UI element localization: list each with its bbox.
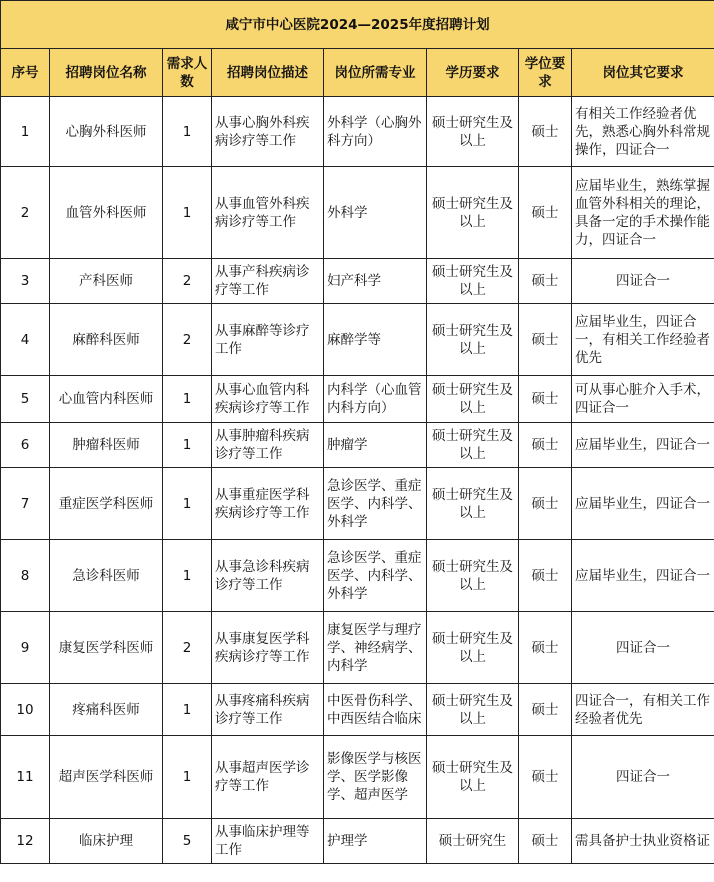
cell-degree: 硕士 [519,612,572,684]
cell-education: 硕士研究生及以上 [427,540,519,612]
cell-degree: 硕士 [519,97,572,167]
cell-other: 应届毕业生，四证合一 [572,468,714,540]
cell-other: 应届毕业生，四证合一，有相关工作经验者优先 [572,304,714,376]
cell-degree: 硕士 [519,736,572,819]
cell-education: 硕士研究生及以上 [427,97,519,167]
cell-count: 1 [163,684,212,736]
cell-other: 应届毕业生，四证合一 [572,423,714,468]
header-other: 岗位其它要求 [572,49,714,97]
header-count: 需求人数 [163,49,212,97]
cell-other: 应届毕业生，四证合一 [572,540,714,612]
cell-degree: 硕士 [519,819,572,864]
cell-index: 9 [1,612,50,684]
cell-position-name: 疼痛科医师 [50,684,163,736]
table-body [1,97,714,864]
table-row [1,736,714,819]
table-title: 咸宁市中心医院2024—2025年度招聘计划 [1,1,714,49]
table-row [1,684,714,736]
cell-position-name: 肿瘤科医师 [50,423,163,468]
cell-major: 外科学 [324,167,427,259]
cell-other: 四证合一，有相关工作经验者优先 [572,684,714,736]
cell-position-name: 超声医学科医师 [50,736,163,819]
cell-education: 硕士研究生及以上 [427,259,519,304]
cell-major: 内科学（心血管内科方向） [324,376,427,423]
cell-description: 从事心血管内科疾病诊疗等工作 [212,376,324,423]
cell-index: 1 [1,97,50,167]
cell-description: 从事疼痛科疾病诊疗等工作 [212,684,324,736]
cell-index: 7 [1,468,50,540]
cell-position-name: 产科医师 [50,259,163,304]
cell-description: 从事麻醉等诊疗工作 [212,304,324,376]
header-education: 学历要求 [427,49,519,97]
cell-index: 5 [1,376,50,423]
cell-count: 1 [163,468,212,540]
cell-index: 2 [1,167,50,259]
cell-count: 1 [163,736,212,819]
cell-major: 外科学（心胸外科方向） [324,97,427,167]
title-row [1,1,714,49]
cell-major: 急诊医学、重症医学、内科学、外科学 [324,540,427,612]
cell-major: 康复医学与理疗学、神经病学、内科学 [324,612,427,684]
table-row [1,468,714,540]
cell-count: 2 [163,612,212,684]
header-index: 序号 [1,49,50,97]
cell-major: 麻醉学等 [324,304,427,376]
cell-other: 四证合一 [572,736,714,819]
cell-education: 硕士研究生及以上 [427,684,519,736]
header-row [1,49,714,97]
cell-description: 从事超声医学诊疗等工作 [212,736,324,819]
cell-count: 1 [163,540,212,612]
cell-major: 影像医学与核医学、医学影像学、超声医学 [324,736,427,819]
cell-index: 8 [1,540,50,612]
cell-description: 从事临床护理等工作 [212,819,324,864]
cell-index: 3 [1,259,50,304]
cell-major: 肿瘤学 [324,423,427,468]
cell-count: 1 [163,97,212,167]
cell-description: 从事血管外科疾病诊疗等工作 [212,167,324,259]
table-row [1,97,714,167]
cell-position-name: 临床护理 [50,819,163,864]
cell-description: 从事肿瘤科疾病诊疗等工作 [212,423,324,468]
cell-position-name: 麻醉科医师 [50,304,163,376]
cell-count: 1 [163,423,212,468]
cell-education: 硕士研究生及以上 [427,376,519,423]
cell-description: 从事心胸外科疾病诊疗等工作 [212,97,324,167]
cell-position-name: 心胸外科医师 [50,97,163,167]
cell-other: 四证合一 [572,612,714,684]
table-row [1,540,714,612]
cell-position-name: 重症医学科医师 [50,468,163,540]
cell-degree: 硕士 [519,684,572,736]
cell-other: 应届毕业生，熟练掌握血管外科相关的理论，具备一定的手术操作能力，四证合一 [572,167,714,259]
header-position-name: 招聘岗位名称 [50,49,163,97]
cell-index: 10 [1,684,50,736]
cell-major: 急诊医学、重症医学、内科学、外科学 [324,468,427,540]
cell-degree: 硕士 [519,540,572,612]
cell-position-name: 血管外科医师 [50,167,163,259]
table-row [1,819,714,864]
header-description: 招聘岗位描述 [212,49,324,97]
header-degree: 学位要求 [519,49,572,97]
cell-degree: 硕士 [519,167,572,259]
cell-description: 从事重症医学科疾病诊疗等工作 [212,468,324,540]
cell-count: 5 [163,819,212,864]
cell-other: 有相关工作经验者优先，熟悉心胸外科常规操作，四证合一 [572,97,714,167]
cell-index: 12 [1,819,50,864]
cell-education: 硕士研究生及以上 [427,167,519,259]
cell-index: 11 [1,736,50,819]
cell-degree: 硕士 [519,423,572,468]
cell-degree: 硕士 [519,304,572,376]
cell-description: 从事产科疾病诊疗等工作 [212,259,324,304]
cell-education: 硕士研究生及以上 [427,736,519,819]
cell-other: 可从事心脏介入手术，四证合一 [572,376,714,423]
cell-count: 1 [163,376,212,423]
cell-education: 硕士研究生 [427,819,519,864]
cell-education: 硕士研究生及以上 [427,423,519,468]
cell-position-name: 心血管内科医师 [50,376,163,423]
cell-degree: 硕士 [519,259,572,304]
cell-other: 四证合一 [572,259,714,304]
cell-other: 需具备护士执业资格证 [572,819,714,864]
header-major: 岗位所需专业 [324,49,427,97]
table-row [1,423,714,468]
cell-description: 从事康复医学科疾病诊疗等工作 [212,612,324,684]
cell-major: 妇产科学 [324,259,427,304]
cell-major: 护理学 [324,819,427,864]
cell-education: 硕士研究生及以上 [427,612,519,684]
cell-degree: 硕士 [519,376,572,423]
cell-index: 6 [1,423,50,468]
cell-education: 硕士研究生及以上 [427,468,519,540]
cell-count: 2 [163,304,212,376]
cell-degree: 硕士 [519,468,572,540]
cell-position-name: 急诊科医师 [50,540,163,612]
cell-major: 中医骨伤科学、中西医结合临床 [324,684,427,736]
cell-index: 4 [1,304,50,376]
table-row [1,304,714,376]
table-row [1,376,714,423]
cell-description: 从事急诊科疾病诊疗等工作 [212,540,324,612]
table-row [1,612,714,684]
cell-education: 硕士研究生及以上 [427,304,519,376]
cell-position-name: 康复医学科医师 [50,612,163,684]
cell-count: 2 [163,259,212,304]
table-row [1,259,714,304]
table-row [1,167,714,259]
cell-count: 1 [163,167,212,259]
